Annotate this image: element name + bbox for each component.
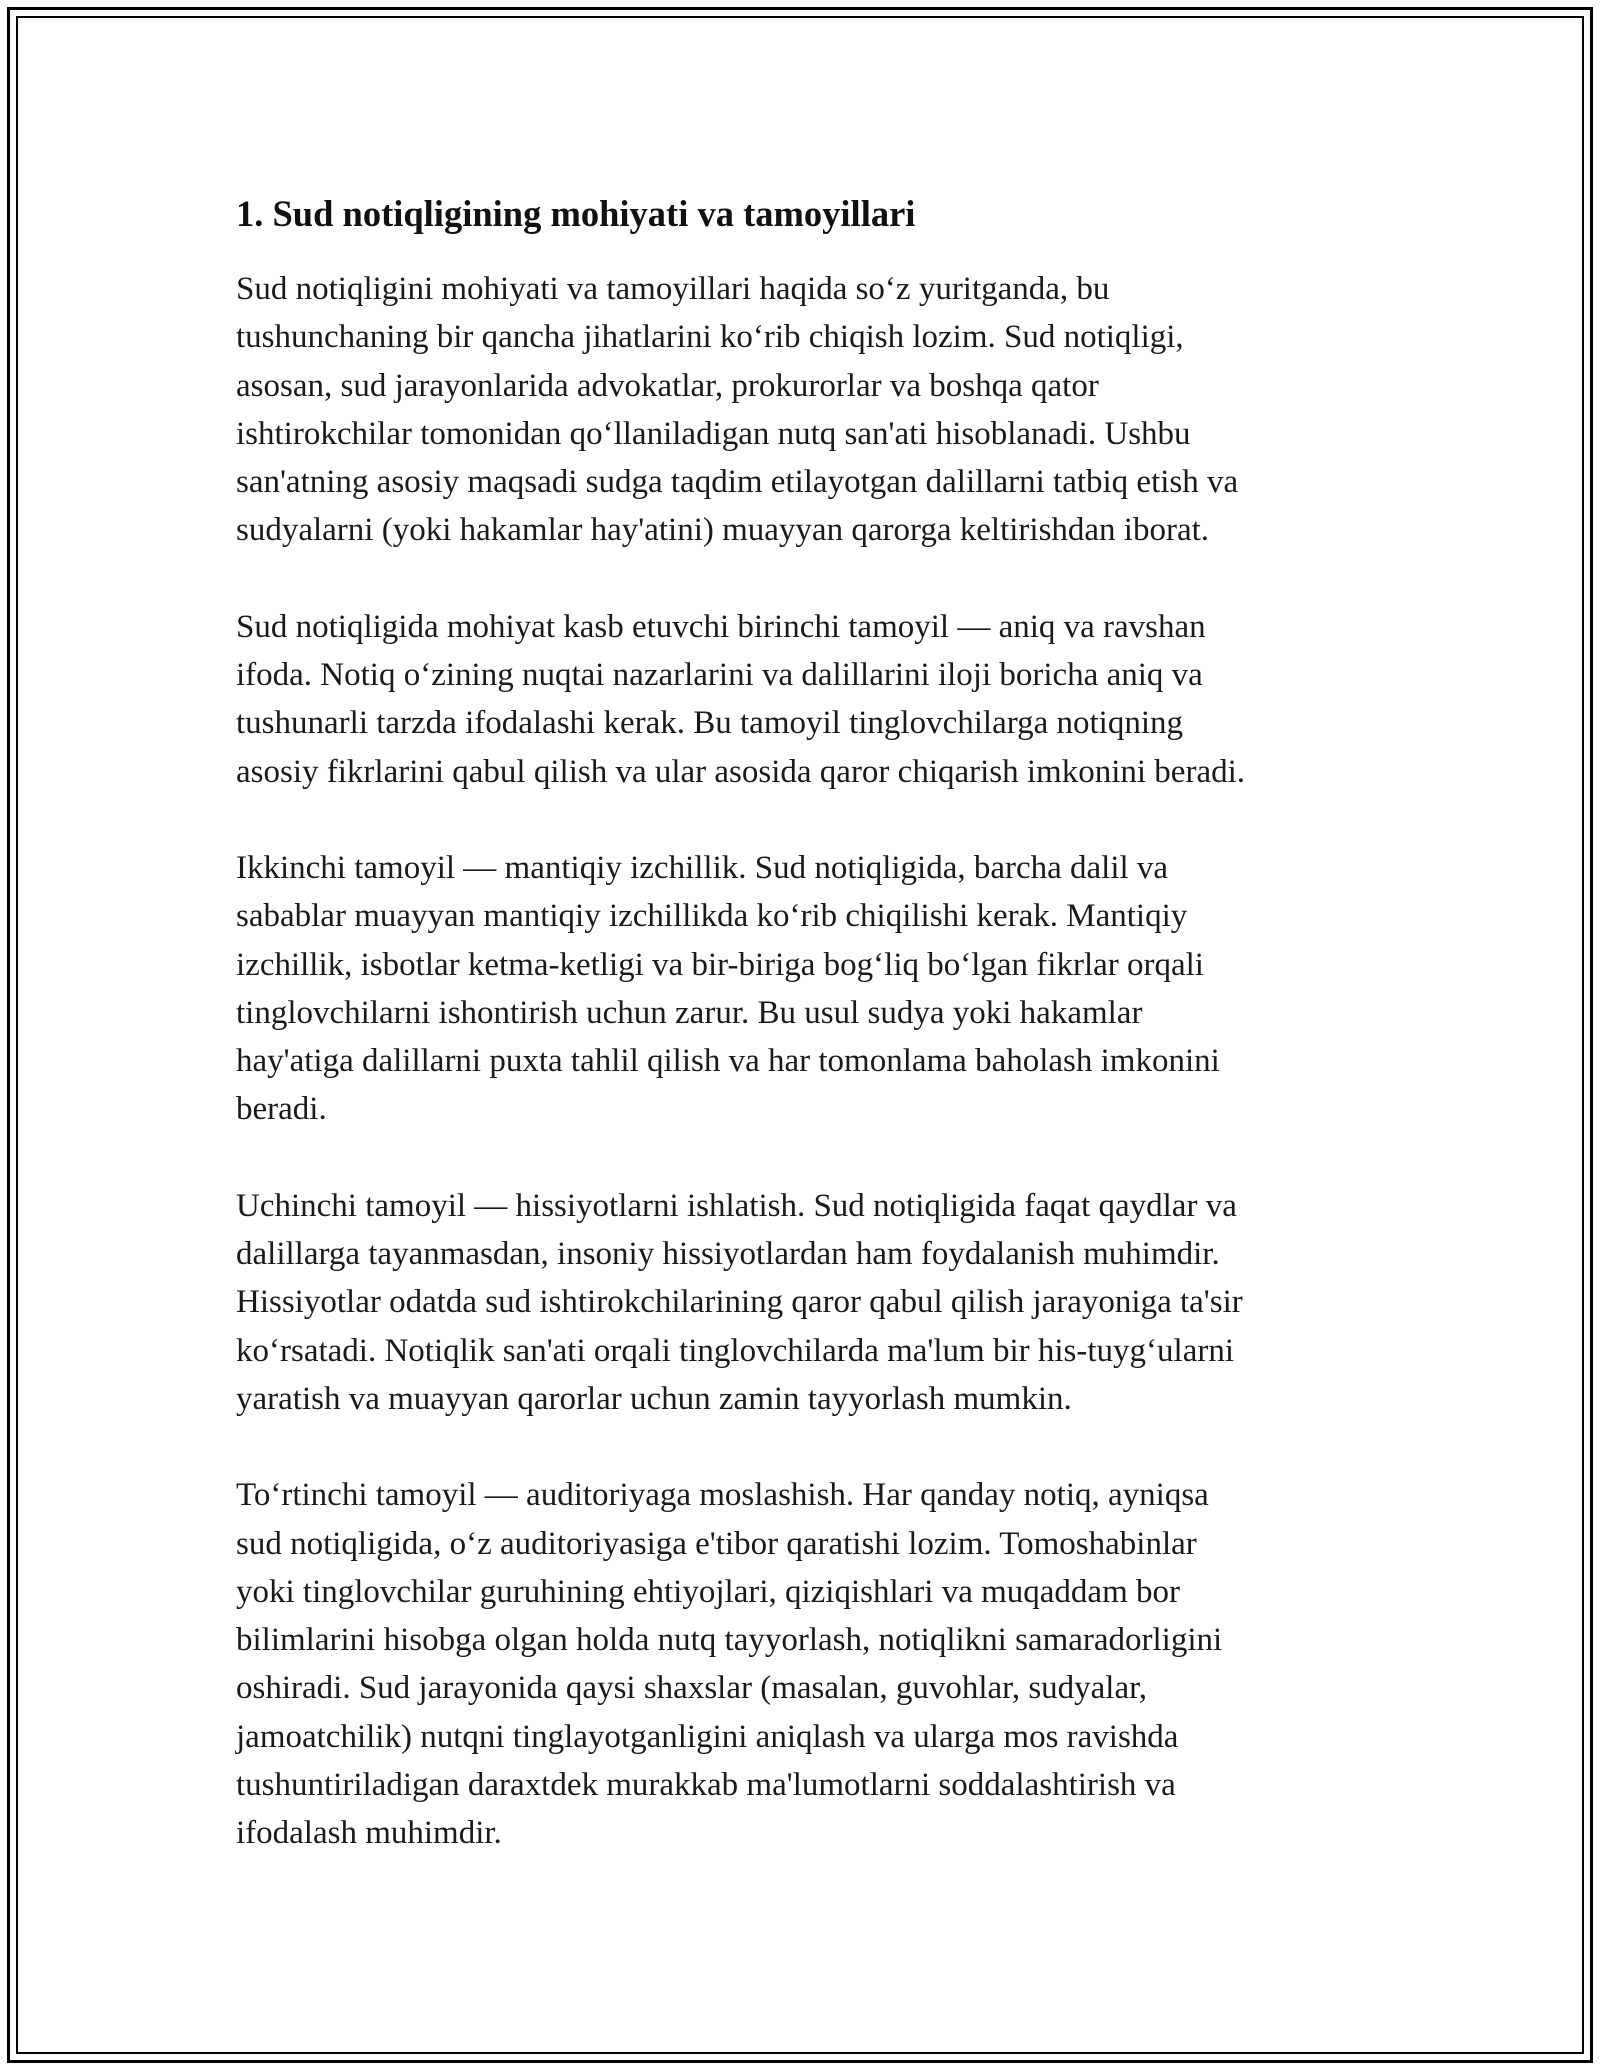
paragraph-intro: Sud notiqligini mohiyati va tamoyillari haqida so‘z yuritganda, bu tushunchaning bir qancha jihatlarini ko‘rib chiqish lozim. Sud notiqligi, asosan, sud jarayonlarida advokatlar, prokurorlar va boshqa qator ishtirokchilar tomonidan qo‘llaniladigan nutq san'ati hisoblanadi. Ushbu san'atning asosiy maqsadi sudga taqdim etilayotgan dalillarni tatbiq etish va sudyalarni (yoki hakamlar hay'atini) muayyan qarorga keltirishdan iborat.: [236, 271, 1239, 549]
paragraph-third-principle: Uchinchi tamoyil — hissiyotlarni ishlatish. Sud notiqligida faqat qaydlar va dalillarga tayanmasdan, insoniy hissiyotlardan ham foydalanish muhimdir. Hissiyotlar odatda sud ishtirokchilarining qaror qabul qilish jarayoniga ta'sir ko‘rsatadi. Notiqlik san'ati orqali tinglovchilarda ma'lum bir his-tuyg‘ularni yaratish va muayyan qarorlar uchun zamin tayyorlash mumkin.: [236, 1187, 1243, 1417]
paragraph-fourth-principle: To‘rtinchi tamoyil — auditoriyaga moslashish. Har qanday notiq, ayniqsa sud notiqligida, o‘z auditoriyasiga e'tibor qaratishi lozim. Tomoshabinlar yoki tinglovchilar guruhining ehtiyojlari, qiziqishlari va muqaddam bor bilimlarini hisobga olgan holda nutq tayyorlash, notiqlikni samaradorligini oshiradi. Sud jarayonida qaysi shaxslar (masalan, guvohlar, sudyalar, jamoatchilik) nutqni tinglayotganligini aniqlash va ularga mos ravishda tushuntiriladigan daraxtdek murakkab ma'lumotlarni soddalashtirish va ifodalash muhimdir.: [236, 1477, 1223, 1852]
paragraph-second-principle: Ikkinchi tamoyil — mantiqiy izchillik. Sud notiqligida, barcha dalil va sabablar muayyan mantiqiy izchillikda ko‘rib chiqilishi kerak. Mantiqiy izchillik, isbotlar ketma-ketligi va bir-biriga bog‘liq bo‘lgan fikrlar orqali tinglovchilarni ishontirish uchun zarur. Bu usul sudya yoki hakamlar hay'atiga dalillarni puxta tahlil qilish va har tomonlama baholash imkonini beradi.: [236, 849, 1220, 1128]
paragraph-first-principle: Sud notiqligida mohiyat kasb etuvchi birinchi tamoyil — aniq va ravshan ifoda. Notiq o‘zining nuqtai nazarlarini va dalillarini iloji boricha aniq va tushunarli tarzda ifodalashi kerak. Bu tamoyil tinglovchilarga notiqning asosiy fikrlarini qabul qilish va ular asosida qaror chiqarish imkonini beradi.: [236, 608, 1246, 790]
section-heading: 1. Sud notiqligining mohiyati va tamoyillari: [236, 193, 916, 234]
document-body: [236, 188, 1376, 1858]
